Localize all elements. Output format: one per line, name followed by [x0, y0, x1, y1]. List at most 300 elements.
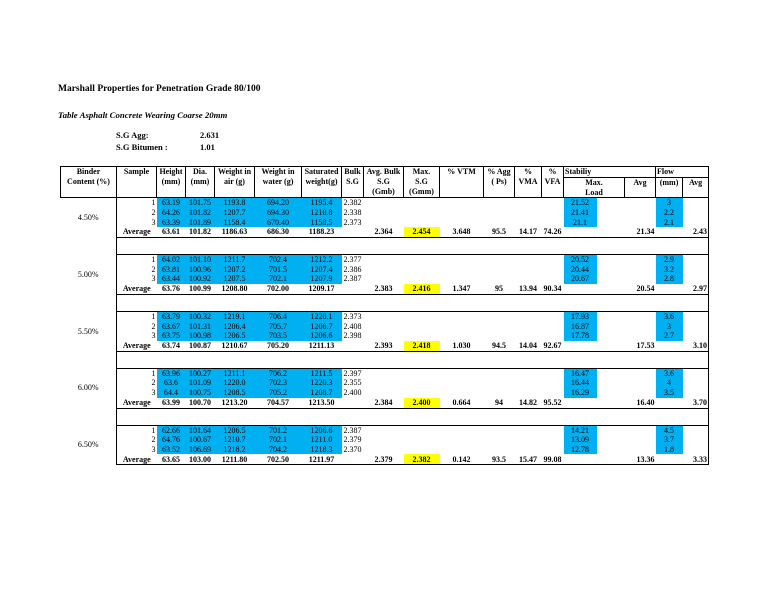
- height-cell: 64.4: [157, 388, 186, 398]
- max-load-cell: 17.93: [564, 311, 597, 321]
- empty-cell: [597, 425, 625, 435]
- empty-cell: [683, 322, 709, 332]
- empty-cell: [342, 227, 364, 238]
- empty-cell: [440, 255, 484, 265]
- table-row: [61, 331, 709, 341]
- avg-gmm-cell: 2.418: [404, 341, 440, 352]
- height-header-line: (mm): [161, 176, 181, 186]
- avg-vfa-cell: 74.26: [543, 227, 562, 237]
- empty-cell: [364, 311, 404, 321]
- height-cell: 62.66: [157, 425, 186, 435]
- vfa-header-line: %: [548, 167, 557, 176]
- avg-ps-cell: 94: [484, 398, 515, 409]
- avg-air-cell: 1186.63: [215, 227, 255, 238]
- height-cell: 63.19: [157, 198, 186, 208]
- bulk-sg-cell: 2.373: [343, 311, 362, 321]
- empty-cell: [364, 265, 404, 275]
- weight-water-cell: 703.5: [255, 331, 302, 341]
- max-load-cell: 20.52: [564, 255, 597, 265]
- empty-cell: [515, 218, 542, 228]
- avg-flow-cell: 3.33: [656, 454, 709, 465]
- bulk-sg-cell: 2.379: [343, 435, 362, 445]
- empty-cell: [542, 435, 564, 445]
- weight-air-cell: 1211.7: [215, 255, 255, 265]
- empty-cell: [625, 322, 656, 332]
- flow-avg-header: [683, 177, 709, 198]
- empty-cell: [683, 445, 709, 455]
- flow-cell: 4: [656, 378, 683, 388]
- weight-water-cell: 694.20: [255, 198, 302, 208]
- max-load-cell: 12.78: [564, 445, 597, 455]
- weight-air-cell: 1206.4: [215, 322, 255, 332]
- flow-cell: 4.5: [656, 425, 683, 435]
- spacer-cell: [117, 238, 709, 255]
- saturated-cell: 1211.5: [302, 368, 342, 378]
- max-load-cell: 13.09: [564, 435, 597, 445]
- empty-cell: [542, 311, 564, 321]
- vtm-header-line: % VTM: [447, 167, 476, 176]
- table-row: [61, 425, 709, 435]
- sample-cell: 2: [117, 378, 157, 388]
- avg-dia-cell: 103.00: [186, 454, 215, 465]
- max-load-header: [564, 177, 625, 198]
- max-load-cell: 20.67: [564, 274, 597, 284]
- avg-vtm-cell: 0.142: [440, 454, 484, 465]
- flow-cell: 3: [656, 198, 683, 208]
- saturated-cell: 1207.9: [302, 274, 342, 284]
- weight-air-cell: 1206.5: [215, 331, 255, 341]
- empty-cell: [484, 311, 515, 321]
- sample-cell: 1: [117, 255, 157, 265]
- empty-cell: [515, 445, 542, 455]
- saturated-header: [302, 167, 342, 198]
- avg-gmm-cell: 2.382: [404, 454, 440, 465]
- empty-cell: [542, 388, 564, 398]
- empty-cell: [484, 265, 515, 275]
- empty-cell: [515, 255, 542, 265]
- empty-cell: [484, 445, 515, 455]
- avg-stability-cell: 20.54: [564, 284, 656, 295]
- height-cell: 63.67: [157, 322, 186, 332]
- empty-cell: [484, 274, 515, 284]
- avg-vfa-cell: 90.34: [543, 284, 562, 294]
- avg-height-cell: 63.61: [157, 227, 186, 238]
- empty-cell: [542, 322, 564, 332]
- document-title: Marshall Properties for Penetration Grade 80/100: [58, 84, 261, 94]
- weight-water-cell: 706.4: [255, 311, 302, 321]
- dia-cell: 100.98: [186, 331, 215, 341]
- avg-vtm-cell: 0.664: [440, 398, 484, 409]
- bulk-sg-header-line: S.G: [346, 176, 359, 186]
- avg-vfa-cell: 92.67: [543, 340, 562, 350]
- empty-cell: [625, 435, 656, 445]
- empty-cell: [542, 255, 564, 265]
- saturated-cell: 1195.4: [302, 198, 342, 208]
- sample-cell: 1: [117, 425, 157, 435]
- dia-cell: 101.31: [186, 322, 215, 332]
- sample-cell: 2: [117, 265, 157, 275]
- dia-cell: 101.10: [186, 255, 215, 265]
- avg-gmb-cell: 2.383: [364, 284, 404, 295]
- avg-water-cell: 702.50: [255, 454, 302, 465]
- max-load-header-line: Max.: [585, 177, 603, 187]
- empty-cell: [404, 198, 440, 208]
- empty-cell: [440, 274, 484, 284]
- spacer-cell: [61, 294, 117, 311]
- dia-cell: 100.75: [186, 388, 215, 398]
- empty-cell: [515, 198, 542, 208]
- empty-cell: [364, 218, 404, 228]
- flow-cell: 3.7: [656, 435, 683, 445]
- height-cell: 63.75: [157, 331, 186, 341]
- empty-cell: [683, 368, 709, 378]
- stability-header: Stabiliy: [564, 167, 656, 178]
- empty-cell: [625, 445, 656, 455]
- empty-cell: [364, 368, 404, 378]
- empty-cell: [515, 435, 542, 445]
- avg-dia-cell: 100.87: [186, 341, 215, 352]
- average-row: [61, 398, 709, 409]
- empty-cell: [404, 425, 440, 435]
- bulk-sg-cell: 2.398: [343, 331, 362, 341]
- empty-cell: [683, 435, 709, 445]
- table-row: [61, 255, 709, 265]
- empty-cell: [597, 274, 625, 284]
- flow-cell: 3: [656, 322, 683, 332]
- max-load-cell: 20.44: [564, 265, 597, 275]
- agg-header-line: % Agg: [487, 167, 511, 176]
- weight-water-cell: 702.4: [255, 255, 302, 265]
- empty-cell: [484, 368, 515, 378]
- empty-cell: [542, 198, 564, 208]
- sample-cell: 3: [117, 274, 157, 284]
- bulk-sg-cell: 2.338: [343, 207, 362, 217]
- empty-cell: [683, 208, 709, 218]
- height-cell: 63.39: [157, 218, 186, 228]
- avg-dia-cell: 100.70: [186, 398, 215, 409]
- avg-ps-cell: 94.5: [484, 341, 515, 352]
- avg-stability-cell: 13.36: [564, 454, 656, 465]
- empty-cell: [364, 435, 404, 445]
- empty-cell: [683, 311, 709, 321]
- empty-cell: [542, 265, 564, 275]
- empty-cell: [404, 218, 440, 228]
- weight-air-header-line: air (g): [224, 176, 245, 186]
- avg-vma-cell: 14.17: [515, 227, 542, 238]
- empty-cell: [364, 425, 404, 435]
- avg-vtm-cell: 1.347: [440, 284, 484, 295]
- table-row: [61, 435, 709, 445]
- empty-cell: [364, 388, 404, 398]
- binder-content-cell: 4.50%: [77, 213, 99, 223]
- avg-ps-cell: 93.5: [484, 454, 515, 465]
- weight-water-header: [255, 167, 302, 198]
- avg-bulk-header-line: Avg. Bulk: [366, 167, 401, 176]
- binder-content-cell: 5.00%: [77, 269, 99, 279]
- empty-cell: [542, 425, 564, 435]
- saturated-cell: 1206.6: [302, 331, 342, 341]
- max-load-cell: 21.52: [564, 198, 597, 208]
- empty-cell: [484, 198, 515, 208]
- avg-water-cell: 704.57: [255, 398, 302, 409]
- group-spacer-row: [61, 408, 709, 425]
- avg-gmb-cell: 2.384: [364, 398, 404, 409]
- empty-cell: [440, 311, 484, 321]
- bulk-sg-cell: 2.386: [343, 264, 362, 274]
- binder-content-cell: 6.50%: [77, 440, 99, 450]
- empty-cell: [683, 331, 709, 341]
- saturated-header-line: Saturated: [304, 167, 339, 176]
- empty-cell: [515, 208, 542, 218]
- avg-water-cell: 702.00: [255, 284, 302, 295]
- avg-air-cell: 1208.80: [215, 284, 255, 295]
- weight-air-cell: 1207.7: [215, 208, 255, 218]
- average-row: [61, 227, 709, 238]
- empty-cell: [404, 331, 440, 341]
- empty-cell: [404, 435, 440, 445]
- vma-header: [515, 167, 542, 198]
- avg-dia-cell: 100.99: [186, 284, 215, 295]
- max-load-cell: 17.78: [564, 331, 597, 341]
- saturated-cell: 1208.7: [302, 388, 342, 398]
- avg-air-cell: 1210.67: [215, 341, 255, 352]
- empty-cell: [597, 378, 625, 388]
- empty-cell: [625, 388, 656, 398]
- max-sg-header: [404, 167, 440, 198]
- average-row: [61, 284, 709, 295]
- height-cell: 63.79: [157, 311, 186, 321]
- avg-saturated-cell: 1211.13: [302, 341, 342, 352]
- empty-cell: [625, 425, 656, 435]
- stability-avg-header-line: Avg: [633, 177, 647, 187]
- avg-gmb-cell: 2.393: [364, 341, 404, 352]
- saturated-cell: 1212.2: [302, 255, 342, 265]
- empty-cell: [342, 284, 364, 295]
- avg-bulk-header-line: (Gmb): [372, 186, 395, 196]
- weight-water-cell: 704.2: [255, 445, 302, 455]
- empty-cell: [404, 388, 440, 398]
- weight-water-header-line: water (g): [262, 176, 294, 186]
- flow-cell: 2.9: [656, 255, 683, 265]
- max-load-cell: 16.44: [564, 378, 597, 388]
- table-row: [61, 265, 709, 275]
- avg-height-cell: 63.99: [157, 398, 186, 409]
- dia-cell: 100.27: [186, 368, 215, 378]
- sg-bitumen-line: [116, 142, 215, 152]
- average-label: Average: [117, 454, 157, 465]
- flow-cell: 2.1: [656, 218, 683, 228]
- weight-air-cell: 1206.5: [215, 425, 255, 435]
- average-row: [61, 454, 709, 465]
- bulk-sg-cell: 2.400: [343, 387, 362, 397]
- table-row: [61, 218, 709, 228]
- table-row: [61, 378, 709, 388]
- empty-cell: [440, 322, 484, 332]
- bulk-sg-header-line: Bulk: [344, 167, 361, 176]
- empty-cell: [683, 425, 709, 435]
- max-load-cell: 16.47: [564, 368, 597, 378]
- empty-cell: [515, 425, 542, 435]
- empty-cell: [625, 255, 656, 265]
- height-header: [157, 167, 186, 198]
- saturated-cell: 1158.5: [302, 218, 342, 228]
- avg-vtm-cell: 1.030: [440, 341, 484, 352]
- empty-cell: [364, 331, 404, 341]
- max-load-cell: 14.21: [564, 425, 597, 435]
- avg-gmm-cell: 2.454: [404, 227, 440, 238]
- empty-cell: [404, 368, 440, 378]
- empty-cell: [440, 435, 484, 445]
- bulk-sg-cell: 2.370: [343, 444, 362, 454]
- empty-cell: [597, 322, 625, 332]
- weight-water-cell: 701.2: [255, 425, 302, 435]
- empty-cell: [342, 398, 364, 409]
- average-label: Average: [117, 341, 157, 352]
- dia-cell: 101.09: [186, 378, 215, 388]
- bulk-sg-header: [342, 167, 364, 198]
- max-sg-header-line: (Gmm): [409, 186, 434, 196]
- sample-cell: 1: [117, 198, 157, 208]
- saturated-cell: 1218.3: [302, 445, 342, 455]
- avg-saturated-cell: 1209.17: [302, 284, 342, 295]
- max-load-cell: 21.1: [564, 218, 597, 228]
- sample-cell: 2: [117, 322, 157, 332]
- table-row: [61, 322, 709, 332]
- table-body: [61, 198, 709, 465]
- empty-cell: [625, 368, 656, 378]
- weight-air-cell: 1158.4: [215, 218, 255, 228]
- binder-content-cell: 5.50%: [77, 326, 99, 336]
- empty-cell: [683, 218, 709, 228]
- empty-cell: [597, 331, 625, 341]
- avg-air-cell: 1213.20: [215, 398, 255, 409]
- height-cell: 63.81: [157, 265, 186, 275]
- avg-vtm-cell: 3.648: [440, 227, 484, 238]
- flow-cell: 2.8: [656, 274, 683, 284]
- average-label: Average: [117, 227, 157, 238]
- weight-air-header-line: Weight in: [217, 167, 252, 176]
- empty-cell: [542, 274, 564, 284]
- empty-cell: [683, 198, 709, 208]
- flow-cell: 2.7: [656, 331, 683, 341]
- weight-air-cell: 1193.8: [215, 198, 255, 208]
- empty-cell: [542, 208, 564, 218]
- empty-cell: [597, 368, 625, 378]
- avg-saturated-cell: 1213.50: [302, 398, 342, 409]
- weight-air-cell: 1210.7: [215, 435, 255, 445]
- empty-cell: [404, 445, 440, 455]
- saturated-cell: 1220.1: [302, 311, 342, 321]
- stability-avg-header: [625, 177, 656, 198]
- empty-cell: [597, 445, 625, 455]
- empty-cell: [484, 255, 515, 265]
- empty-cell: [625, 331, 656, 341]
- bulk-sg-cell: 2.408: [343, 321, 362, 331]
- spacer-cell: [61, 408, 117, 425]
- dia-cell: 101.64: [186, 425, 215, 435]
- dia-cell: 100.32: [186, 311, 215, 321]
- empty-cell: [440, 198, 484, 208]
- empty-cell: [542, 331, 564, 341]
- empty-cell: [440, 368, 484, 378]
- sg-agg-line: [116, 130, 219, 140]
- empty-cell: [597, 255, 625, 265]
- table-row: [61, 311, 709, 321]
- table-row: [61, 388, 709, 398]
- avg-stability-cell: 17.53: [564, 341, 656, 352]
- sample-header-line: Sample: [123, 167, 150, 176]
- empty-cell: [484, 388, 515, 398]
- flow-cell: 1.8: [656, 445, 683, 455]
- average-label: Average: [117, 284, 157, 295]
- avg-flow-cell: 2.43: [656, 227, 709, 238]
- dia-header: [186, 167, 215, 198]
- sg-bitumen-value: 1.01: [200, 142, 215, 152]
- avg-flow-cell: 3.10: [656, 341, 709, 352]
- empty-cell: [625, 208, 656, 218]
- saturated-cell: 1211.0: [302, 435, 342, 445]
- empty-cell: [542, 378, 564, 388]
- empty-cell: [515, 311, 542, 321]
- bulk-sg-cell: 2.382: [343, 198, 362, 208]
- empty-cell: [364, 378, 404, 388]
- table-row: [61, 208, 709, 218]
- empty-cell: [597, 218, 625, 228]
- empty-cell: [542, 368, 564, 378]
- table-subtitle: Table Asphalt Concrete Wearing Coarse 20mm: [58, 110, 228, 120]
- weight-air-cell: 1218.2: [215, 445, 255, 455]
- empty-cell: [484, 218, 515, 228]
- vfa-header: [542, 167, 564, 198]
- dia-cell: 106.69: [186, 445, 215, 455]
- flow-cell: 3.6: [656, 368, 683, 378]
- avg-height-cell: 63.76: [157, 284, 186, 295]
- height-cell: 64.76: [157, 435, 186, 445]
- sample-cell: 1: [117, 311, 157, 321]
- empty-cell: [342, 341, 364, 352]
- sample-cell: 2: [117, 435, 157, 445]
- empty-cell: [625, 265, 656, 275]
- avg-vma-cell: 13.94: [515, 284, 542, 295]
- saturated-header-line: weight(g): [305, 176, 338, 186]
- dia-cell: 100.96: [186, 265, 215, 275]
- avg-flow-cell: 3.70: [656, 398, 709, 409]
- empty-cell: [440, 445, 484, 455]
- empty-cell: [515, 274, 542, 284]
- empty-cell: [404, 378, 440, 388]
- avg-height-cell: 63.74: [157, 341, 186, 352]
- weight-air-cell: 1208.5: [215, 388, 255, 398]
- weight-water-header-line: Weight in: [261, 167, 295, 176]
- spacer-cell: [117, 408, 709, 425]
- dia-cell: 101.82: [186, 208, 215, 218]
- weight-water-cell: 705.2: [255, 388, 302, 398]
- empty-cell: [364, 274, 404, 284]
- empty-cell: [597, 198, 625, 208]
- table-row: [61, 198, 709, 208]
- spacer-cell: [117, 294, 709, 311]
- marshall-properties-table: [60, 166, 709, 465]
- weight-water-cell: 701.5: [255, 265, 302, 275]
- empty-cell: [404, 274, 440, 284]
- dia-cell: 101.75: [186, 198, 215, 208]
- avg-bulk-header: [364, 167, 404, 198]
- empty-cell: [484, 425, 515, 435]
- avg-air-cell: 1211.80: [215, 454, 255, 465]
- avg-vma-cell: 15.47: [515, 454, 542, 465]
- saturated-cell: 1207.4: [302, 265, 342, 275]
- weight-water-cell: 702.1: [255, 435, 302, 445]
